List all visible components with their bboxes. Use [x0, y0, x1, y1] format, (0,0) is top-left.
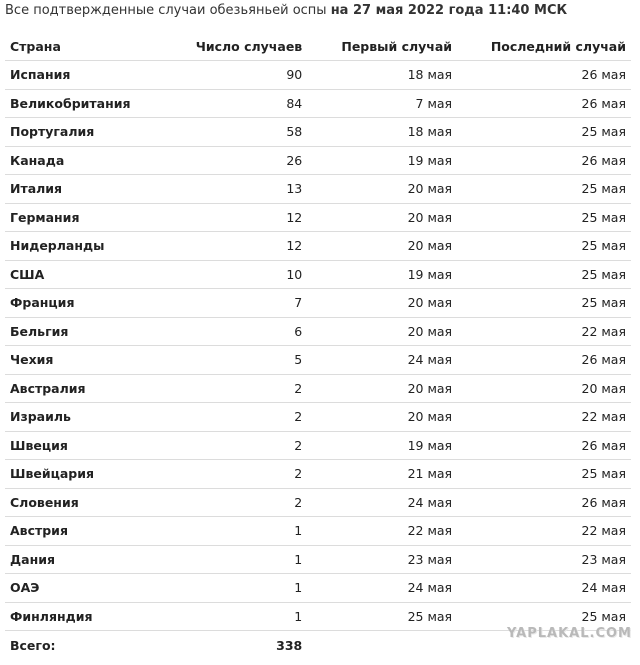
first-case-cell: 19 мая	[307, 146, 457, 175]
last-case-cell: 25 мая	[457, 175, 631, 204]
cases-cell: 2	[178, 403, 308, 432]
country-cell: Нидерланды	[5, 232, 178, 261]
last-case-cell: 26 мая	[457, 346, 631, 375]
table-row	[5, 545, 631, 574]
table-row	[5, 232, 631, 261]
cases-cell: 12	[178, 232, 308, 261]
cases-cell: 2	[178, 374, 308, 403]
first-case-cell: 18 мая	[307, 61, 457, 90]
caption-text: Все подтвержденные случаи обезьяньей оспы	[5, 3, 331, 18]
country-cell: Великобритания	[5, 89, 178, 118]
table-row	[5, 175, 631, 204]
cases-cell: 1	[178, 545, 308, 574]
cases-cell: 12	[178, 203, 308, 232]
cases-cell: 90	[178, 61, 308, 90]
country-cell: Испания	[5, 61, 178, 90]
cases-cell: 13	[178, 175, 308, 204]
last-case-cell: 25 мая	[457, 203, 631, 232]
first-case-cell: 24 мая	[307, 488, 457, 517]
cases-cell: 2	[178, 460, 308, 489]
first-case-cell: 25 мая	[307, 602, 457, 631]
country-cell: ОАЭ	[5, 574, 178, 603]
header-cases: Число случаев	[178, 32, 308, 61]
first-case-cell: 21 мая	[307, 460, 457, 489]
last-case-cell: 23 мая	[457, 545, 631, 574]
total-value: 338	[276, 637, 303, 653]
country-cell: Чехия	[5, 346, 178, 375]
country-cell: Финляндия	[5, 602, 178, 631]
total-empty-cell	[307, 631, 457, 660]
first-case-cell: 20 мая	[307, 203, 457, 232]
last-case-cell: 25 мая	[457, 118, 631, 147]
last-case-cell: 24 мая	[457, 574, 631, 603]
cases-cell: 1	[178, 602, 308, 631]
cases-cell: 7	[178, 289, 308, 318]
cases-cell: 6	[178, 317, 308, 346]
country-cell: Германия	[5, 203, 178, 232]
last-case-cell: 25 мая	[457, 460, 631, 489]
country-cell: Канада	[5, 146, 178, 175]
cases-cell: 2	[178, 488, 308, 517]
last-case-cell: 26 мая	[457, 431, 631, 460]
header-country: Страна	[5, 32, 178, 61]
last-case-cell: 25 мая	[457, 260, 631, 289]
total-label: Всего:	[10, 637, 56, 653]
first-case-cell: 19 мая	[307, 260, 457, 289]
table-row	[5, 61, 631, 90]
table-row	[5, 146, 631, 175]
last-case-cell: 25 мая	[457, 602, 631, 631]
country-cell: Словения	[5, 488, 178, 517]
caption-date: на 27 мая 2022 года 11:40 МСК	[330, 3, 568, 18]
cases-cell: 58	[178, 118, 308, 147]
cases-cell: 1	[178, 574, 308, 603]
first-case-cell: 19 мая	[307, 431, 457, 460]
table-row	[5, 374, 631, 403]
header-row	[5, 32, 631, 61]
last-case-cell: 26 мая	[457, 89, 631, 118]
country-cell: США	[5, 260, 178, 289]
cases-table	[5, 32, 631, 659]
table-caption	[5, 2, 567, 20]
table-row	[5, 118, 631, 147]
first-case-cell: 20 мая	[307, 232, 457, 261]
first-case-cell: 20 мая	[307, 175, 457, 204]
last-case-cell: 26 мая	[457, 61, 631, 90]
last-case-cell: 26 мая	[457, 146, 631, 175]
country-cell: Израиль	[5, 403, 178, 432]
table-row	[5, 89, 631, 118]
table-row	[5, 517, 631, 546]
first-case-cell: 7 мая	[307, 89, 457, 118]
country-cell: Дания	[5, 545, 178, 574]
cases-cell: 10	[178, 260, 308, 289]
last-case-cell: 25 мая	[457, 232, 631, 261]
last-case-cell: 22 мая	[457, 317, 631, 346]
header-first-case: Первый случай	[307, 32, 457, 61]
first-case-cell: 23 мая	[307, 545, 457, 574]
cases-cell: 2	[178, 431, 308, 460]
first-case-cell: 20 мая	[307, 403, 457, 432]
cases-cell: 5	[178, 346, 308, 375]
cases-cell: 26	[178, 146, 308, 175]
first-case-cell: 18 мая	[307, 118, 457, 147]
site-watermark: YAPLAKAL.COM	[507, 626, 632, 641]
last-case-cell: 20 мая	[457, 374, 631, 403]
country-cell: Австралия	[5, 374, 178, 403]
last-case-cell: 25 мая	[457, 289, 631, 318]
table-row	[5, 289, 631, 318]
country-cell: Австрия	[5, 517, 178, 546]
table-row	[5, 460, 631, 489]
cases-cell: 84	[178, 89, 308, 118]
country-cell: Франция	[5, 289, 178, 318]
country-cell: Швеция	[5, 431, 178, 460]
first-case-cell: 22 мая	[307, 517, 457, 546]
cases-cell: 1	[178, 517, 308, 546]
table-row	[5, 317, 631, 346]
last-case-cell: 22 мая	[457, 403, 631, 432]
country-cell: Италия	[5, 175, 178, 204]
first-case-cell: 20 мая	[307, 374, 457, 403]
table-row	[5, 346, 631, 375]
first-case-cell: 24 мая	[307, 346, 457, 375]
table-row	[5, 574, 631, 603]
last-case-cell: 26 мая	[457, 488, 631, 517]
header-last-case: Последний случай	[457, 32, 631, 61]
country-cell: Швейцария	[5, 460, 178, 489]
first-case-cell: 20 мая	[307, 289, 457, 318]
country-cell: Бельгия	[5, 317, 178, 346]
table-row	[5, 431, 631, 460]
table-row	[5, 260, 631, 289]
last-case-cell: 22 мая	[457, 517, 631, 546]
first-case-cell: 24 мая	[307, 574, 457, 603]
table-row	[5, 488, 631, 517]
country-cell: Португалия	[5, 118, 178, 147]
table-row	[5, 203, 631, 232]
table-row	[5, 403, 631, 432]
first-case-cell: 20 мая	[307, 317, 457, 346]
